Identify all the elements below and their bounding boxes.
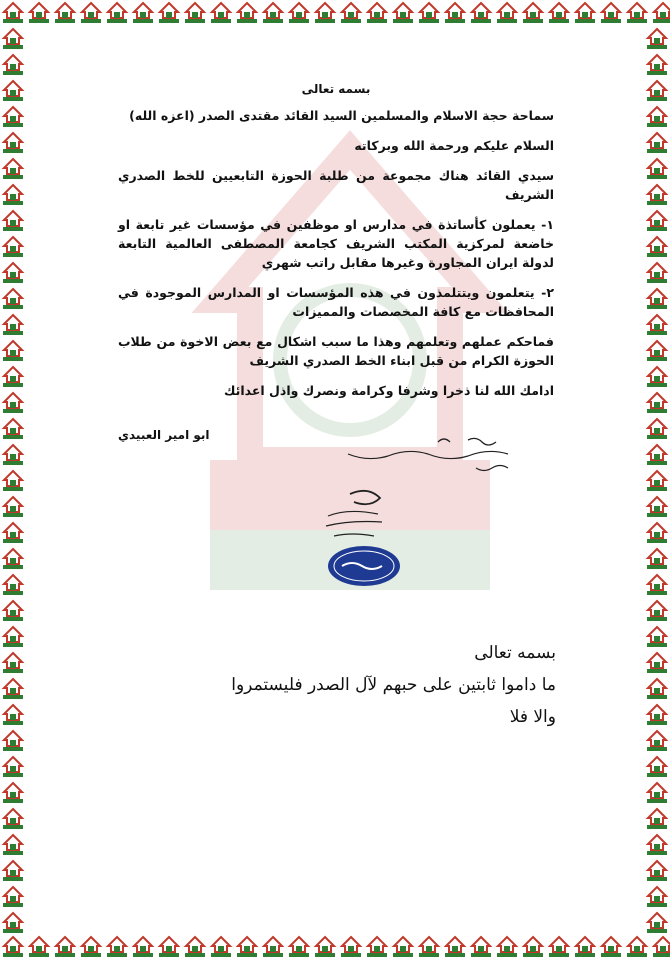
border-tile-icon <box>0 910 26 934</box>
signature-name: ابو امير العبيدي <box>118 428 210 442</box>
border-tile-icon <box>0 572 26 598</box>
border-tile-icon <box>0 442 26 468</box>
page-border-right <box>644 26 670 934</box>
handwritten-reply <box>318 432 518 482</box>
page-border-left <box>0 26 26 934</box>
border-tile-icon <box>208 0 234 26</box>
border-tile-icon <box>644 520 670 546</box>
letter-intro: سيدي القائد هناك مجموعة من طلبة الحوزة التابعيين للخط الصدري الشريف <box>118 168 554 202</box>
border-tile-icon <box>26 0 52 26</box>
border-tile-icon <box>78 0 104 26</box>
border-tile-icon <box>598 934 624 960</box>
border-tile-icon <box>572 934 598 960</box>
border-tile-icon <box>0 208 26 234</box>
border-tile-icon <box>338 934 364 960</box>
border-tile-icon <box>208 934 234 960</box>
border-tile-icon <box>286 0 312 26</box>
border-tile-icon <box>390 0 416 26</box>
border-tile-icon <box>0 832 26 858</box>
border-tile-icon <box>0 26 26 52</box>
border-tile-icon <box>52 934 78 960</box>
border-tile-icon <box>312 934 338 960</box>
seal-stamp <box>318 486 408 590</box>
border-tile-icon <box>650 934 670 960</box>
page-border-bottom <box>0 934 670 960</box>
border-tile-icon <box>0 468 26 494</box>
border-tile-icon <box>644 624 670 650</box>
border-tile-icon <box>0 494 26 520</box>
border-tile-icon <box>624 934 650 960</box>
border-tile-icon <box>644 312 670 338</box>
border-tile-icon <box>644 130 670 156</box>
border-tile-icon <box>130 0 156 26</box>
border-tile-icon <box>644 832 670 858</box>
page-border-top <box>0 0 670 26</box>
border-tile-icon <box>644 572 670 598</box>
border-tile-icon <box>624 0 650 26</box>
border-tile-icon <box>0 934 26 960</box>
letter-body <box>118 82 554 411</box>
border-tile-icon <box>644 208 670 234</box>
border-tile-icon <box>390 934 416 960</box>
border-tile-icon <box>644 286 670 312</box>
border-tile-icon <box>644 650 670 676</box>
border-tile-icon <box>442 934 468 960</box>
border-tile-icon <box>104 934 130 960</box>
border-tile-icon <box>644 702 670 728</box>
border-tile-icon <box>0 780 26 806</box>
border-tile-icon <box>494 0 520 26</box>
border-tile-icon <box>598 0 624 26</box>
border-tile-icon <box>0 416 26 442</box>
border-tile-icon <box>364 0 390 26</box>
border-tile-icon <box>468 934 494 960</box>
border-tile-icon <box>0 260 26 286</box>
letter-closing: ادامك الله لنا ذخرا وشرفا وكرامة ونصرك واذل اعدائك <box>224 383 554 398</box>
border-tile-icon <box>546 0 572 26</box>
letter-greeting: السلام عليكم ورحمة الله وبركاته <box>354 138 554 153</box>
border-tile-icon <box>182 934 208 960</box>
border-tile-icon <box>0 520 26 546</box>
border-tile-icon <box>52 0 78 26</box>
border-tile-icon <box>0 312 26 338</box>
letter-heading: بسمه تعالى <box>301 82 371 96</box>
border-tile-icon <box>644 468 670 494</box>
border-tile-icon <box>234 0 260 26</box>
letter-point-2: ٢- يتعلمون ويتتلمذون في هذه المؤسسات او المدارس الموجودة في المحافظات مع كافة المخصصات والمميزات <box>118 285 554 319</box>
border-tile-icon <box>156 0 182 26</box>
border-tile-icon <box>644 910 670 934</box>
border-tile-icon <box>644 234 670 260</box>
border-tile-icon <box>0 78 26 104</box>
border-tile-icon <box>0 624 26 650</box>
border-tile-icon <box>78 934 104 960</box>
border-tile-icon <box>338 0 364 26</box>
letter-point-1: ١- يعملون كأساتذة في مدارس او موظفين في مؤسسات غير تابعة او خاضعة لمركزية المكتب الشريف كجامعة المصطفى العالمية التابعة لدولة ايران المجاورة وغيرها مقابل راتب شهري <box>118 217 554 270</box>
border-tile-icon <box>416 934 442 960</box>
border-tile-icon <box>644 442 670 468</box>
border-tile-icon <box>644 26 670 52</box>
border-tile-icon <box>644 52 670 78</box>
border-tile-icon <box>0 884 26 910</box>
border-tile-icon <box>644 364 670 390</box>
border-tile-icon <box>644 494 670 520</box>
border-tile-icon <box>0 676 26 702</box>
typed-reply <box>231 640 556 736</box>
border-tile-icon <box>0 754 26 780</box>
border-tile-icon <box>364 934 390 960</box>
border-tile-icon <box>0 598 26 624</box>
border-tile-icon <box>644 78 670 104</box>
border-tile-icon <box>286 934 312 960</box>
border-tile-icon <box>0 364 26 390</box>
border-tile-icon <box>644 884 670 910</box>
border-tile-icon <box>644 338 670 364</box>
border-tile-icon <box>644 598 670 624</box>
border-tile-icon <box>312 0 338 26</box>
border-tile-icon <box>0 728 26 754</box>
border-tile-icon <box>520 934 546 960</box>
border-tile-icon <box>0 130 26 156</box>
border-tile-icon <box>0 390 26 416</box>
reply-line-2: ما داموا ثابتين على حبهم لآل الصدر فليستمروا <box>231 675 556 695</box>
border-tile-icon <box>572 0 598 26</box>
border-tile-icon <box>0 650 26 676</box>
border-tile-icon <box>644 390 670 416</box>
border-tile-icon <box>156 934 182 960</box>
letter-salutation: سماحة حجة الاسلام والمسلمين السيد القائد مقتدى الصدر (اعزه الله) <box>129 108 554 123</box>
border-tile-icon <box>416 0 442 26</box>
border-tile-icon <box>644 858 670 884</box>
border-tile-icon <box>104 0 130 26</box>
border-tile-icon <box>0 286 26 312</box>
border-tile-icon <box>644 780 670 806</box>
border-tile-icon <box>468 0 494 26</box>
border-tile-icon <box>0 0 26 26</box>
border-tile-icon <box>182 0 208 26</box>
border-tile-icon <box>260 0 286 26</box>
border-tile-icon <box>644 546 670 572</box>
border-tile-icon <box>26 934 52 960</box>
border-tile-icon <box>0 182 26 208</box>
border-tile-icon <box>644 260 670 286</box>
border-tile-icon <box>130 934 156 960</box>
border-tile-icon <box>0 806 26 832</box>
border-tile-icon <box>234 934 260 960</box>
border-tile-icon <box>520 0 546 26</box>
letter-question: فماحكم عملهم وتعلمهم وهذا ما سبب اشكال مع بعض الاخوة من طلاب الحوزة الكرام من قبل ابناء الخط الصدري الشريف <box>118 334 554 368</box>
border-tile-icon <box>0 338 26 364</box>
reply-line-3: والا فلا <box>509 707 556 727</box>
border-tile-icon <box>0 104 26 130</box>
border-tile-icon <box>644 156 670 182</box>
border-tile-icon <box>0 858 26 884</box>
border-tile-icon <box>0 234 26 260</box>
border-tile-icon <box>644 806 670 832</box>
border-tile-icon <box>0 156 26 182</box>
border-tile-icon <box>644 104 670 130</box>
border-tile-icon <box>644 728 670 754</box>
border-tile-icon <box>0 52 26 78</box>
reply-line-1: بسمه تعالى <box>474 643 556 663</box>
border-tile-icon <box>494 934 520 960</box>
border-tile-icon <box>644 754 670 780</box>
border-tile-icon <box>650 0 670 26</box>
border-tile-icon <box>0 702 26 728</box>
border-tile-icon <box>260 934 286 960</box>
border-tile-icon <box>644 182 670 208</box>
border-tile-icon <box>442 0 468 26</box>
border-tile-icon <box>546 934 572 960</box>
border-tile-icon <box>644 416 670 442</box>
border-tile-icon <box>0 546 26 572</box>
border-tile-icon <box>644 676 670 702</box>
